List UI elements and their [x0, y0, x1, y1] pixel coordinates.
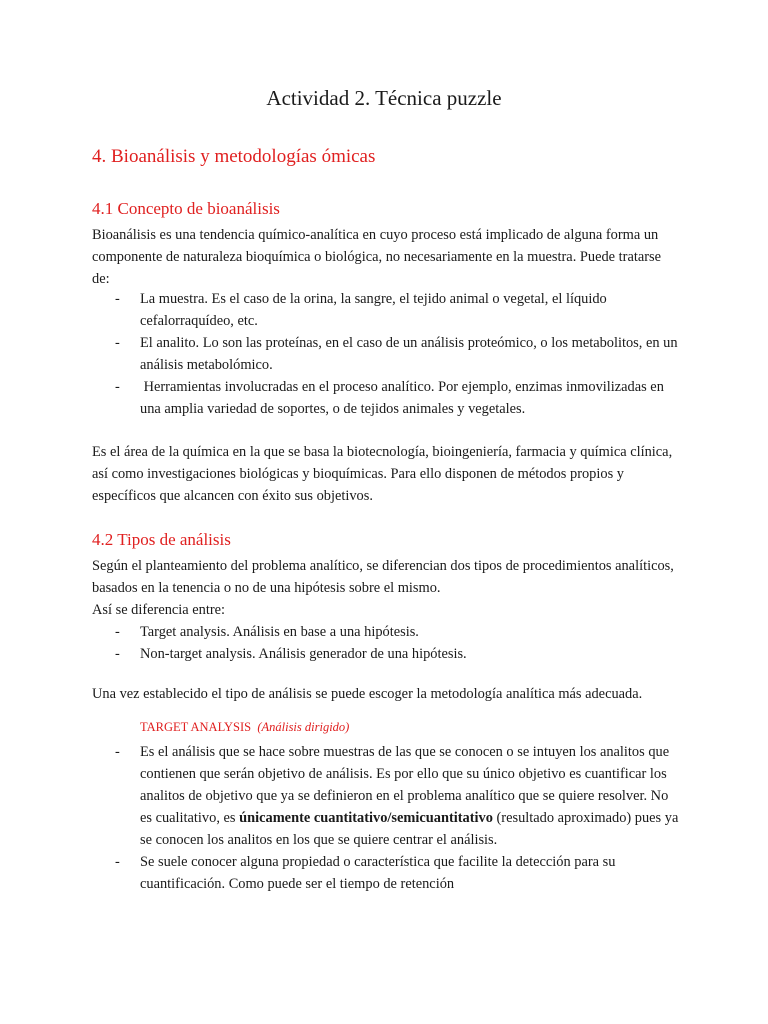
list-item-text: Non-target analysis. Análisis generador de una hipótesis. [140, 646, 467, 662]
page-title: Actividad 2. Técnica puzzle [266, 86, 502, 110]
dash: - [115, 854, 120, 870]
s42-intro2: Así se diferencia entre: [92, 602, 226, 618]
list-item-text: Herramientas involucradas en el proceso analítico. Por ejemplo, enzimas inmovilizadas en una amplia variedad de soportes, o de tejidos animales y vegetales. [140, 379, 668, 417]
list-item [92, 332, 682, 376]
target-label-sub: (Análisis dirigido) [257, 720, 350, 734]
target-list [92, 741, 682, 895]
list-item-text: Se suele conocer alguna propiedad o característica que facilite la detección para su cuantificación. Como puede ser el tiempo de retención [140, 854, 616, 892]
list-item [92, 621, 682, 643]
list-item [92, 376, 682, 420]
s42-list [92, 621, 682, 665]
s42-intro: Según el planteamiento del problema analítico, se diferencian dos tipos de procedimientos analíticos, basados en la tenencia o no de una hipótesis sobre el mismo. [92, 558, 674, 596]
dash: - [115, 646, 120, 662]
list-item [92, 288, 682, 332]
section-4-1-heading: 4.1 Concepto de bioanálisis [92, 199, 280, 218]
list-item-text: El analito. Lo son las proteínas, en el caso de un análisis proteómico, o los metabolitos, en un análisis metabolómico. [140, 335, 678, 373]
s42-para2: Una vez establecido el tipo de análisis se puede escoger la metodología analítica más adecuada. [92, 686, 643, 702]
dash: - [115, 379, 120, 395]
list-item [92, 851, 682, 895]
s41-list [92, 288, 682, 420]
s41-para2: Es el área de la química en la que se basa la biotecnología, bioingeniería, farmacia y química clínica, así como investigaciones biológicas y bioquímicas. Para ello disponen de métodos propios y específicos que alcancen con éxito sus objetivos. [92, 444, 673, 504]
list-item-text: La muestra. Es el caso de la orina, la sangre, el tejido animal o vegetal, el líquido cefalorraquídeo, etc. [140, 291, 607, 329]
list-item-text: Es el análisis que se hace sobre muestras de las que se conocen o se intuyen los analitos que contienen que serán objetivo de análisis. Es por ello que su único objetivo es cuantificar los analitos de objetivo que ya se definieron en el problema analítico que se quiere resolver. No es cualitativo, es [140, 744, 670, 826]
target-label-text: TARGET ANALYSIS [140, 720, 252, 734]
list-item [92, 643, 682, 665]
list-item-text: (resultado aproximado) pues ya se conocen los analitos en los que se quiere centrar el análisis. [140, 810, 679, 848]
dash: - [115, 744, 120, 760]
bold-text: únicamente cuantitativo/semicuantitativo [239, 810, 493, 826]
dash: - [115, 335, 120, 351]
dash: - [115, 291, 120, 307]
list-item [92, 741, 682, 851]
target-analysis-label [140, 720, 349, 735]
list-item-text: Target analysis. Análisis en base a una hipótesis. [140, 624, 419, 640]
dash: - [115, 624, 120, 640]
section-4-heading: 4. Bioanálisis y metodologías ómicas [92, 146, 376, 167]
section-4-2-heading: 4.2 Tipos de análisis [92, 530, 231, 549]
s41-intro: Bioanálisis es una tendencia químico-analítica en cuyo proceso está implicado de alguna forma un componente de naturaleza bioquímica o biológica, no necesariamente en la muestra. Puede tratarse de: [92, 227, 661, 287]
